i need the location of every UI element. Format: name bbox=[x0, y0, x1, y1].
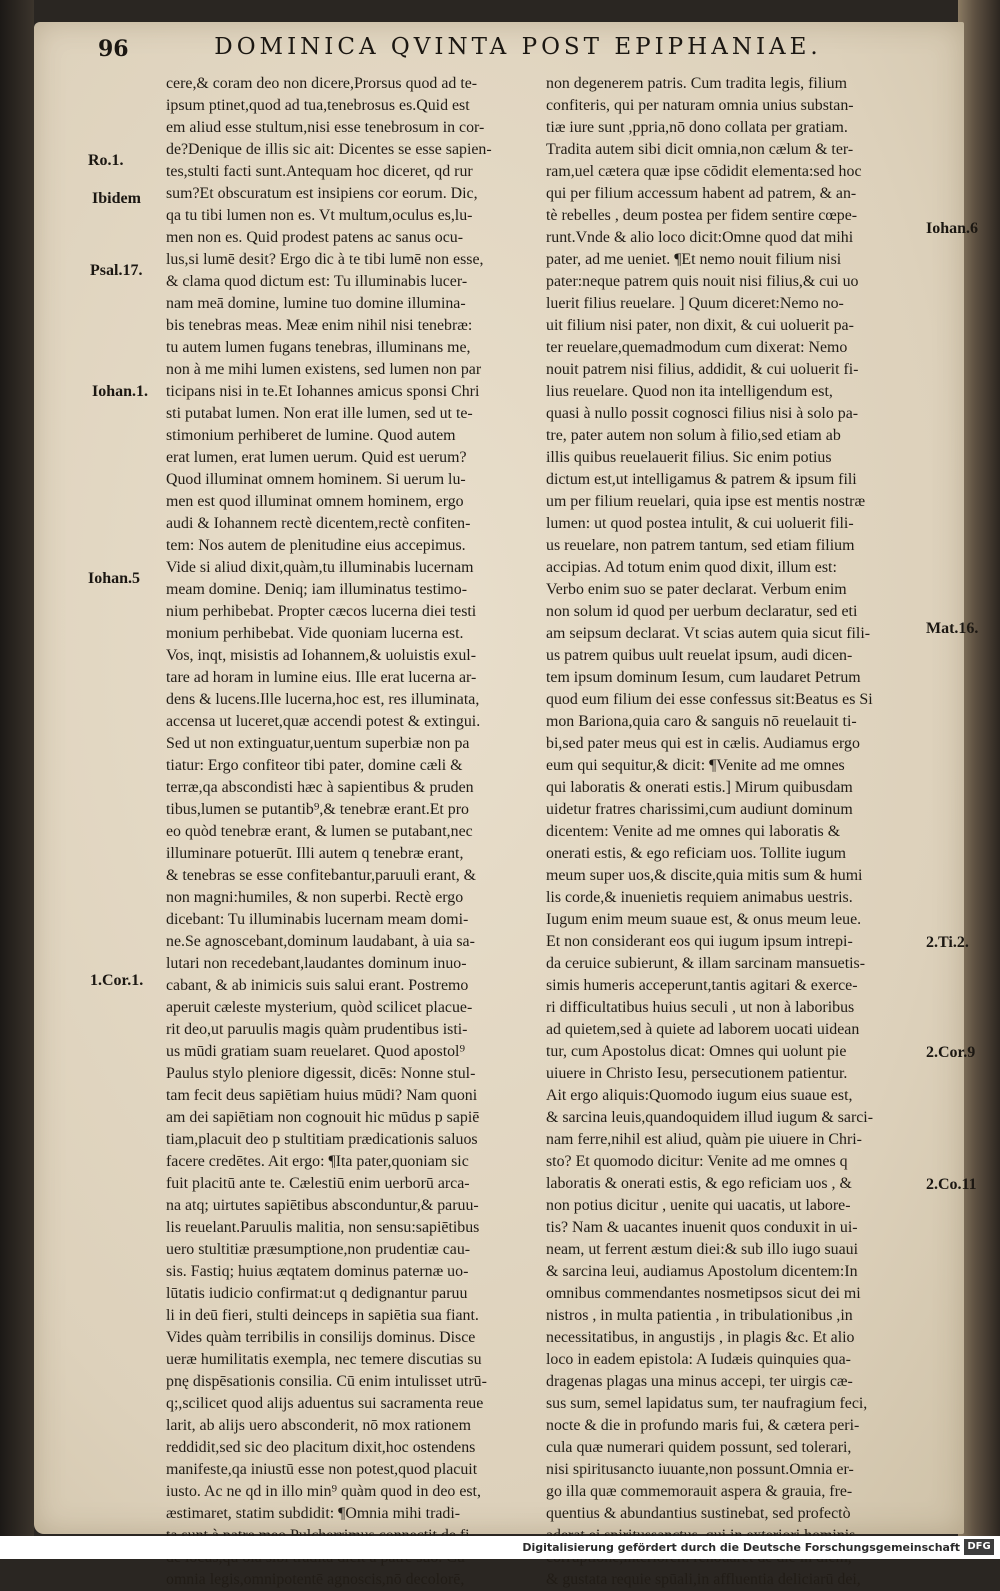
text-line: uero stultitiæ præsumptione,non prudentiæ cau- bbox=[166, 1241, 471, 1258]
text-line: Tradita autem sibi dicit omnia,non cælum & ter- bbox=[546, 141, 854, 158]
margin-note-left: Ibidem bbox=[92, 190, 141, 207]
text-line: ueræ humilitatis exempla, nec temere discutias su bbox=[166, 1351, 482, 1368]
text-line: runt.Vnde & alio loco dicit:Omne quod dat mihi bbox=[546, 229, 854, 246]
text-line: tes,stulti facti sunt.Antequam hoc diceret, qd rur bbox=[166, 163, 473, 180]
text-line: rit deo,ut paruulis magis quàm prudentibus isti- bbox=[166, 1021, 468, 1038]
text-line: lus,si lumē desit? Ergo dic à te tibi lumē non esse, bbox=[166, 251, 484, 268]
text-line: non à me mihi lumen existens, sed lumen non par bbox=[166, 361, 482, 378]
text-line: ri difficultatibus huius seculi , ut non à laboribus bbox=[546, 999, 855, 1016]
text-line: neam, ut ferrent æstum diei:& sub illo iugo suaui bbox=[546, 1241, 859, 1258]
text-line: illuminare potuerūt. Illi autem q tenebræ erant, bbox=[166, 845, 464, 862]
text-line: Vide si aliud dixit,quàm,tu illuminabis lucernam bbox=[166, 559, 474, 576]
text-line: eum qui sequitur,& dicit: ¶Venite ad me omnes bbox=[546, 757, 845, 774]
text-line: tare ad horam in lumine eius. Ille erat lucerna ar- bbox=[166, 669, 477, 686]
margin-note-right: Iohan.6 bbox=[926, 220, 979, 237]
text-line: & sarcina leui, audiamus Apostolum dicentem:In bbox=[546, 1263, 858, 1280]
text-line: Sed ut non extinguatur,uentum superbiæ non pa bbox=[166, 735, 470, 752]
text-line: monium perhibebat. Vide quoniam lucerna est. bbox=[166, 625, 464, 642]
page-number: 96 bbox=[98, 36, 129, 62]
text-line: Iugum enim meum suaue est, & onus meum leue. bbox=[546, 911, 862, 928]
text-line: qui laboratis & onerati estis.] Mirum quibusdam bbox=[546, 779, 853, 796]
scan-background-left bbox=[0, 0, 34, 1536]
text-line: fuit placitū ante te. Cælestiū enim uerborū arca- bbox=[166, 1175, 470, 1192]
text-line: da ceruice subierunt, & illam sarcinam mansuetis- bbox=[546, 955, 866, 972]
text-line: tu autem lumen fugans tenebras, illuminans me, bbox=[166, 339, 471, 356]
text-line: lumen: ut quod postea intulit, & cui uoluerit fili- bbox=[546, 515, 854, 532]
text-line: am dei sapiētiam non cognouit hic mūdus p sapiē bbox=[166, 1109, 480, 1126]
text-line: qa tu tibi lumen non es. Vt multum,oculus es,lu- bbox=[166, 207, 473, 224]
text-line: lūtatis iudicio confirmat:ut q dedignantur paruu bbox=[166, 1285, 468, 1302]
text-line: accensa ut luceret,quæ accendi potest & extingui. bbox=[166, 713, 481, 730]
text-line: accipias. Ad totum enim quod dixit, illum est: bbox=[546, 559, 837, 576]
text-line: tibus,lumen se putantib⁹,& tenebræ erant.Et pro bbox=[166, 801, 469, 818]
text-line: ter reuelare,quemadmodum cum dixerat: Nemo bbox=[546, 339, 848, 356]
text-line: pater, ad me ueniet. ¶Et nemo nouit filium nisi bbox=[546, 251, 842, 268]
text-line: Et non considerant eos qui iugum ipsum intrepi- bbox=[546, 933, 853, 950]
text-line: us patrem quibus uult reuelat ipsum, audi dicen- bbox=[546, 647, 853, 664]
text-line: erat lumen, erat lumen uerum. Quid est uerum? bbox=[166, 449, 467, 466]
margin-note-right: 2.Co.11 bbox=[926, 1176, 977, 1193]
text-line: ticipans nisi in te.Et Iohannes amicus sponsi Chri bbox=[166, 383, 480, 400]
text-line: de?Denique de illis sic ait: Dicentes se esse sapien- bbox=[166, 141, 492, 158]
dfg-logo: DFG bbox=[964, 1539, 994, 1555]
text-line: tiæ iure sunt ,ppria,nō dono collata per gratiam. bbox=[546, 119, 848, 136]
text-line: tem: Nos autem de plenitudine eius accepimus. bbox=[166, 537, 466, 554]
text-line: non degenerem patris. Cum tradita legis, filium bbox=[546, 75, 847, 92]
text-line: aperuit cæleste mysterium, quòd scilicet placue- bbox=[166, 999, 473, 1016]
margin-note-left: Ro.1. bbox=[88, 152, 124, 169]
text-column-right bbox=[546, 73, 922, 1591]
text-line: laboratis & onerati estis, & ego reficiam uos , & bbox=[546, 1175, 852, 1192]
text-line: & tenebras se esse confitebantur,paruuli erant, & bbox=[166, 867, 476, 884]
text-line: ne.Se agnoscebant,dominum laudabant, à uia sa- bbox=[166, 933, 475, 950]
text-line: simis humeris acceperunt,tantis agitari & exerce- bbox=[546, 977, 858, 994]
text-line: lis corde,& inuenietis requiem animabus uestris. bbox=[546, 889, 853, 906]
text-line: necessitatibus, in angustijs , in plagis &c. Et alio bbox=[546, 1329, 855, 1346]
text-line: meum super uos,& discite,quia mitis sum & humi bbox=[546, 867, 863, 884]
text-line: audi & Iohannem rectè dicentem,rectè confiten- bbox=[166, 515, 471, 532]
margin-note-right: Mat.16. bbox=[926, 620, 979, 637]
text-line: cere,& coram deo non dicere,Prorsus quod ad te- bbox=[166, 75, 478, 92]
text-line: omnibus commendantes nosmetipsos sicut dei mi bbox=[546, 1285, 861, 1302]
text-line: sto? Et quomodo dicitur: Venite ad me omnes q bbox=[546, 1153, 848, 1170]
text-line: men non es. Quid prodest patens ac sanus ocu- bbox=[166, 229, 463, 246]
text-line: dictum est,ut intelligamus & patrem & ipsum fili bbox=[546, 471, 857, 488]
text-line: cabant, & ab inimicis suis salui erant. Postremo bbox=[166, 977, 469, 994]
text-line: quasi à nullo possit cognosci filius nisi à solo pa- bbox=[546, 405, 859, 422]
text-line: Paulus stylo pleniore digessit, dicēs: Nonne stul- bbox=[166, 1065, 476, 1082]
text-line: non solum id quod per uerbum declaratur, sed eti bbox=[546, 603, 858, 620]
margin-note-left: 1.Cor.1. bbox=[90, 972, 144, 989]
text-line: na atq; uirtutes sapiētibus absconduntur,& paruu- bbox=[166, 1197, 479, 1214]
text-line: us reuelare, non patrem tantum, sed etiam filium bbox=[546, 537, 855, 554]
text-line: ram,uel cætera quæ ipse cōdidit elementa:sed hoc bbox=[546, 163, 862, 180]
text-column-left bbox=[166, 73, 538, 1591]
text-line: qui per filium accessum habent ad patrem, & an- bbox=[546, 185, 857, 202]
text-line: quentius & abundantius sustinebat, sed profectò bbox=[546, 1505, 851, 1522]
text-line: Vos, inqt, misistis ad Iohannem,& uoluistis exul- bbox=[166, 647, 477, 664]
text-line: nistros , in multa patientia , in tribulationibus ,in bbox=[546, 1307, 853, 1324]
text-line: tè rebelles , deum postea per fidem sentire cœpe- bbox=[546, 207, 858, 224]
text-line: am seipsum declarat. Vt scias autem quia sicut fili- bbox=[546, 625, 871, 642]
text-line: bi,sed pater meus qui est in cælis. Audiamus ergo bbox=[546, 735, 860, 752]
text-line: tam fecit deus sapiētiam huius mūdi? Nam quoni bbox=[166, 1087, 478, 1104]
text-line: omnia legis,omnipotentē agnoscis,nō decolorē, bbox=[166, 1571, 465, 1588]
text-line: uit filium nisi pater, non dixit, & cui uoluerit pa- bbox=[546, 317, 854, 334]
text-line: us mūdi gratiam suam reuelaret. Quod apostol⁹ bbox=[166, 1043, 466, 1060]
margin-note-left: Psal.17. bbox=[90, 262, 143, 279]
text-line: nouit patrem nisi filius, addidit, & cui uoluerit fi- bbox=[546, 361, 859, 378]
text-line: tis? Nam & uacantes inuenit quos conduxit in ui- bbox=[546, 1219, 858, 1236]
text-line: nium perhibebat. Propter cæcos lucerna diei testi bbox=[166, 603, 477, 620]
text-line: tem ipsum dominum Iesum, cum laudaret Petrum bbox=[546, 669, 861, 686]
text-line: nocte & die in profundo maris fui, & cætera peri- bbox=[546, 1417, 860, 1434]
text-line: Ait ergo aliquis:Quomodo iugum eius suaue est, bbox=[546, 1087, 853, 1104]
text-line: uiuere in Christo Iesu, persecutionem patientur. bbox=[546, 1065, 848, 1082]
text-line: luerit filius reuelare. ] Quum diceret:Nemo no- bbox=[546, 295, 844, 312]
text-line: cula quæ numerari quidem possunt, sed tolerari, bbox=[546, 1439, 852, 1456]
text-line: manifeste,qa iniustū esse non potest,quod placuit bbox=[166, 1461, 478, 1478]
text-line: onerati estis, & ego reficiam uos. Tollite iugum bbox=[546, 845, 847, 862]
margin-note-right: 2.Cor.9 bbox=[926, 1044, 976, 1061]
text-line: facere credētes. Ait ergo: ¶Ita pater,quoniam sic bbox=[166, 1153, 469, 1170]
margin-note-left: Iohan.1. bbox=[92, 383, 149, 400]
text-line: eo quòd tenebræ erant, & lumen se putabant,nec bbox=[166, 823, 473, 840]
text-line: bis tenebras meas. Meæ enim nihil nisi tenebræ: bbox=[166, 317, 473, 334]
text-line: tur, cum Apostolus dicat: Omnes qui uolunt pie bbox=[546, 1043, 847, 1060]
text-line: mon Bariona,quia caro & sanguis nō reuelauit ti- bbox=[546, 713, 857, 730]
text-line: nam meā domine, lumine tuo domine illumina- bbox=[166, 295, 466, 312]
margin-note-right: 2.Ti.2. bbox=[926, 934, 969, 951]
running-title: DOMINICA QVINTA POST EPIPHANIAE. bbox=[214, 34, 822, 60]
text-line: ad quietem,sed à quiete ad laborem uocati uidean bbox=[546, 1021, 860, 1038]
text-line: lius reuelare. Quod non ita intelligendum est, bbox=[546, 383, 833, 400]
text-line: & clama quod dictum est: Tu illuminabis lucer- bbox=[166, 273, 468, 290]
text-line: illis quibus reuelauerit filius. Sic enim potius bbox=[546, 449, 832, 466]
text-line: dicebant: Tu illuminabis lucernam meam domi- bbox=[166, 911, 469, 928]
text-line: tre, pater autem non solum à filio,sed etiam ab bbox=[546, 427, 841, 444]
text-line: Quod illuminat omnem hominem. Si uerum lu- bbox=[166, 471, 466, 488]
text-line: terræ,qa abscondisti hæc à sapientibus & pruden bbox=[166, 779, 474, 796]
text-line: sus sum, semel lapidatus sum, ter naufragium feci, bbox=[546, 1395, 868, 1412]
text-line: sum?Et obscuratum est insipiens cor eorum. Dic, bbox=[166, 185, 478, 202]
text-line: & sarcina leuis,quandoquidem illud iugum & sarci- bbox=[546, 1109, 874, 1126]
text-line: um per filium reuelari, quia ipse est mentis nostræ bbox=[546, 493, 866, 510]
text-line: nisi spiritusancto iuuante,non possunt.Omnia er- bbox=[546, 1461, 854, 1478]
text-line: loco in eadem epistola: A Iudæis quinquies qua- bbox=[546, 1351, 851, 1368]
text-line: lutari non recedebant,laudantes dominum inuo- bbox=[166, 955, 467, 972]
text-line: go illa quæ commemorauit aspera & grauia, fre- bbox=[546, 1483, 853, 1500]
text-line: pnę dispēsationis consilia. Cū enim intulisset utrū- bbox=[166, 1373, 487, 1390]
text-line: ipsum ptinet,quod ad tua,tenebrosus es.Quid est bbox=[166, 97, 470, 114]
text-line: tiam,placuit deo p stultitiam prædicationis saluos bbox=[166, 1131, 478, 1148]
text-line: reddidit,sed sic deo placitum dixit,hoc ostendens bbox=[166, 1439, 476, 1456]
text-line: non potius dicitur , uenite qui uacatis, ut labore- bbox=[546, 1197, 851, 1214]
text-line: uidetur fratres charissimi,cum audiunt dominum bbox=[546, 801, 853, 818]
text-line: quod eum filium dei esse confessus sit:Beatus es Si bbox=[546, 691, 873, 708]
text-line: q;,scilicet quod alijs aduentus sui sacramenta reue bbox=[166, 1395, 484, 1412]
text-line: nam ferre,nihil est aliud, quàm pie uiuere in Chri- bbox=[546, 1131, 862, 1148]
text-line: tiatur: Ergo confiteor tibi pater, domine cæli & bbox=[166, 757, 463, 774]
text-line: sti putabat lumen. Non erat ille lumen, sed ut te- bbox=[166, 405, 473, 422]
text-line: pater:neque patrem quis nouit nisi filius,& cui uo bbox=[546, 273, 859, 290]
text-line: sis. Fastiq; huius æqtatem dominus paternæ uo- bbox=[166, 1263, 469, 1280]
text-line: dicentem: Venite ad me omnes qui laboratis & bbox=[546, 823, 841, 840]
text-line: Vides quàm terribilis in consilijs dominus. Disce bbox=[166, 1329, 476, 1346]
text-line: Verbo enim suo se pater declarat. Verbum enim bbox=[546, 581, 847, 598]
text-line: dens & lucens.Ille lucerna,hoc est, res illuminata, bbox=[166, 691, 480, 708]
text-line: lis reuelant.Paruulis malitia, non sensu:sapiētibus bbox=[166, 1219, 480, 1236]
text-line: dragenas plagas una minus accepi, ter uirgis cæ- bbox=[546, 1373, 853, 1390]
footer-credit: Digitalisierung gefördert durch die Deutsche Forschungsgemeinschaft bbox=[522, 1541, 960, 1554]
text-line: meam domine. Deniq; iam illuminatus testimo- bbox=[166, 581, 467, 598]
text-line: non magni:humiles, & non superbi. Rectè ergo bbox=[166, 889, 464, 906]
text-line: larit, ab alijs uero absconderit, nō mox rationem bbox=[166, 1417, 471, 1434]
text-line: stimonium perhiberet de lumine. Quod autem bbox=[166, 427, 456, 444]
text-line: li in deū fieri, stulti deinceps in sapiētia sua fiant. bbox=[166, 1307, 479, 1324]
text-line: iusto. Ac ne qd in illo min⁹ quàm quod in deo est, bbox=[166, 1483, 481, 1500]
text-line: æstimaret, statim subdidit: ¶Omnia mihi tradi- bbox=[166, 1505, 461, 1522]
text-line: & gustata requie spūali,in affluentia deliciarū dei, bbox=[546, 1571, 861, 1588]
text-line: em aliud esse stultum,nisi esse tenebrosum in cor- bbox=[166, 119, 485, 136]
text-line: men est quod illuminat omnem hominem, ergo bbox=[166, 493, 464, 510]
text-line: confiteris, qui per naturam omnia unius substan- bbox=[546, 97, 854, 114]
margin-note-left: Iohan.5 bbox=[88, 570, 141, 587]
